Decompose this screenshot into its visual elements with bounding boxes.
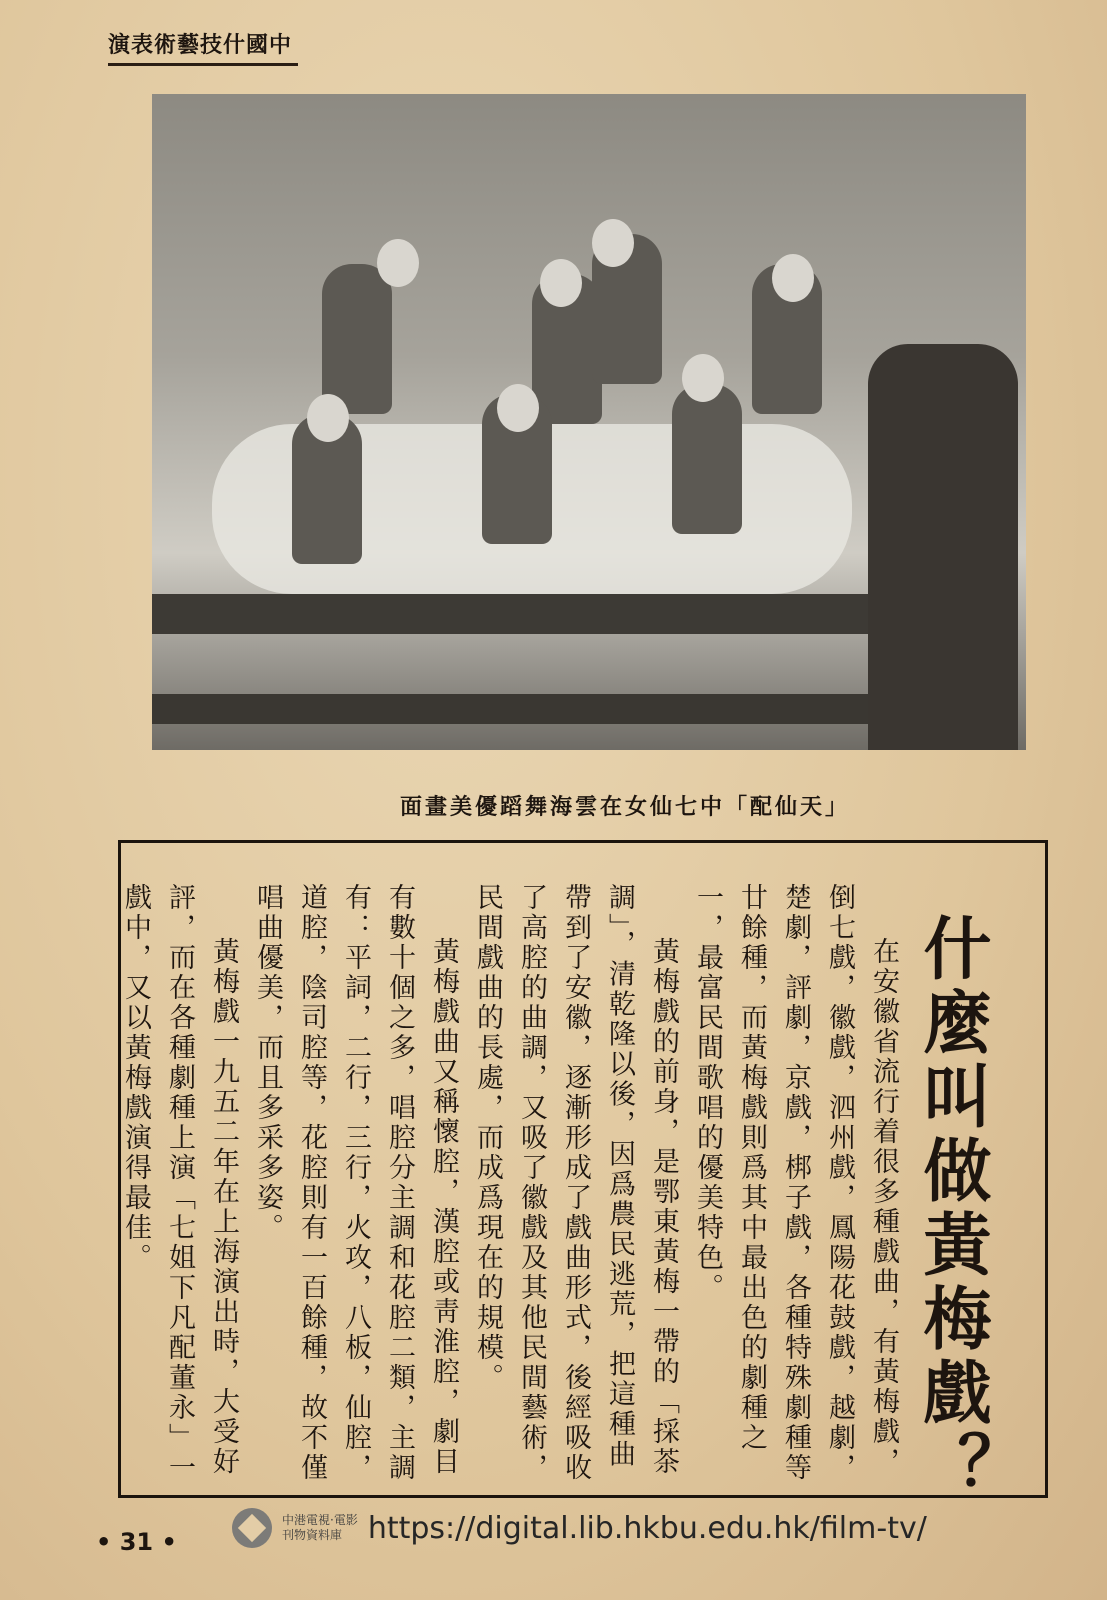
archive-name	[282, 1513, 358, 1543]
photo-figure-head	[592, 219, 634, 267]
photo-figure	[322, 264, 392, 414]
article-title: 什麼叫做黃梅戲？	[912, 913, 992, 1505]
archive-url[interactable]: https://digital.lib.hkbu.edu.hk/film-tv/	[367, 1510, 927, 1546]
magazine-section-title: 中國什技藝術表演	[108, 28, 298, 66]
photo-figure-head	[772, 254, 814, 302]
archive-name-line1: 中港電視·電影	[282, 1513, 358, 1527]
stage-photo	[152, 94, 1026, 750]
photo-figure-head	[540, 259, 582, 307]
page-number: • 31 •	[96, 1528, 177, 1556]
article-paragraph: 在安徽省流行着很多種戲曲，有黃梅戲，倒七戲，徽戲，泗州戲，鳳陽花鼓戲，越劇，楚劇，評劇，京戲，梆子戲，各種特殊劇種等廿餘種，而黃梅戲則爲其中最出色的劇種之一，最富民間歌唱的優美特色。	[692, 883, 899, 1483]
photo-figure-head	[497, 384, 539, 432]
photo-figure-head	[682, 354, 724, 402]
archive-watermark	[232, 1508, 927, 1548]
photo-pillar	[868, 344, 1018, 750]
photo-figure-head	[307, 394, 349, 442]
archive-name-line2: 刊物資料庫	[282, 1528, 343, 1542]
photo-figure-head	[377, 239, 419, 287]
photo-caption: 「天仙配」中七仙女在雲海舞蹈優美畫面	[399, 794, 850, 820]
article-paragraph: 黃梅戲一九五二年在上海演出時，大受好評，而在各種劇種上演「七姐下凡配董永」一戲中，又以黃梅戲演得最佳。	[120, 883, 239, 1483]
article-box	[118, 840, 1048, 1505]
photo-figure	[672, 384, 742, 534]
photo-railing	[152, 594, 876, 634]
archive-logo-icon	[232, 1508, 272, 1548]
article-paragraph: 黃梅戲曲又稱懷腔，漢腔或靑淮腔，劇目有數十個之多，唱腔分主調和花腔二類，主調有：平詞，二行，三行，火攻，八板，仙腔，道腔，陰司腔等，花腔則有一百餘種，故不僅唱曲優美，而且多采多姿。	[252, 883, 459, 1483]
photo-railing-lower	[152, 694, 876, 724]
article-body	[120, 883, 905, 1483]
article-paragraph: 黃梅戲的前身，是鄂東黃梅一帶的「採茶調」，清乾隆以後，因爲農民逃荒，把這種曲帶到了安徽，逐漸形成了戲曲形式，後經吸收了高腔的曲調，又吸了徽戲及其他民間藝術，民間戲曲的長處，而成爲現在的規模。	[472, 883, 679, 1483]
